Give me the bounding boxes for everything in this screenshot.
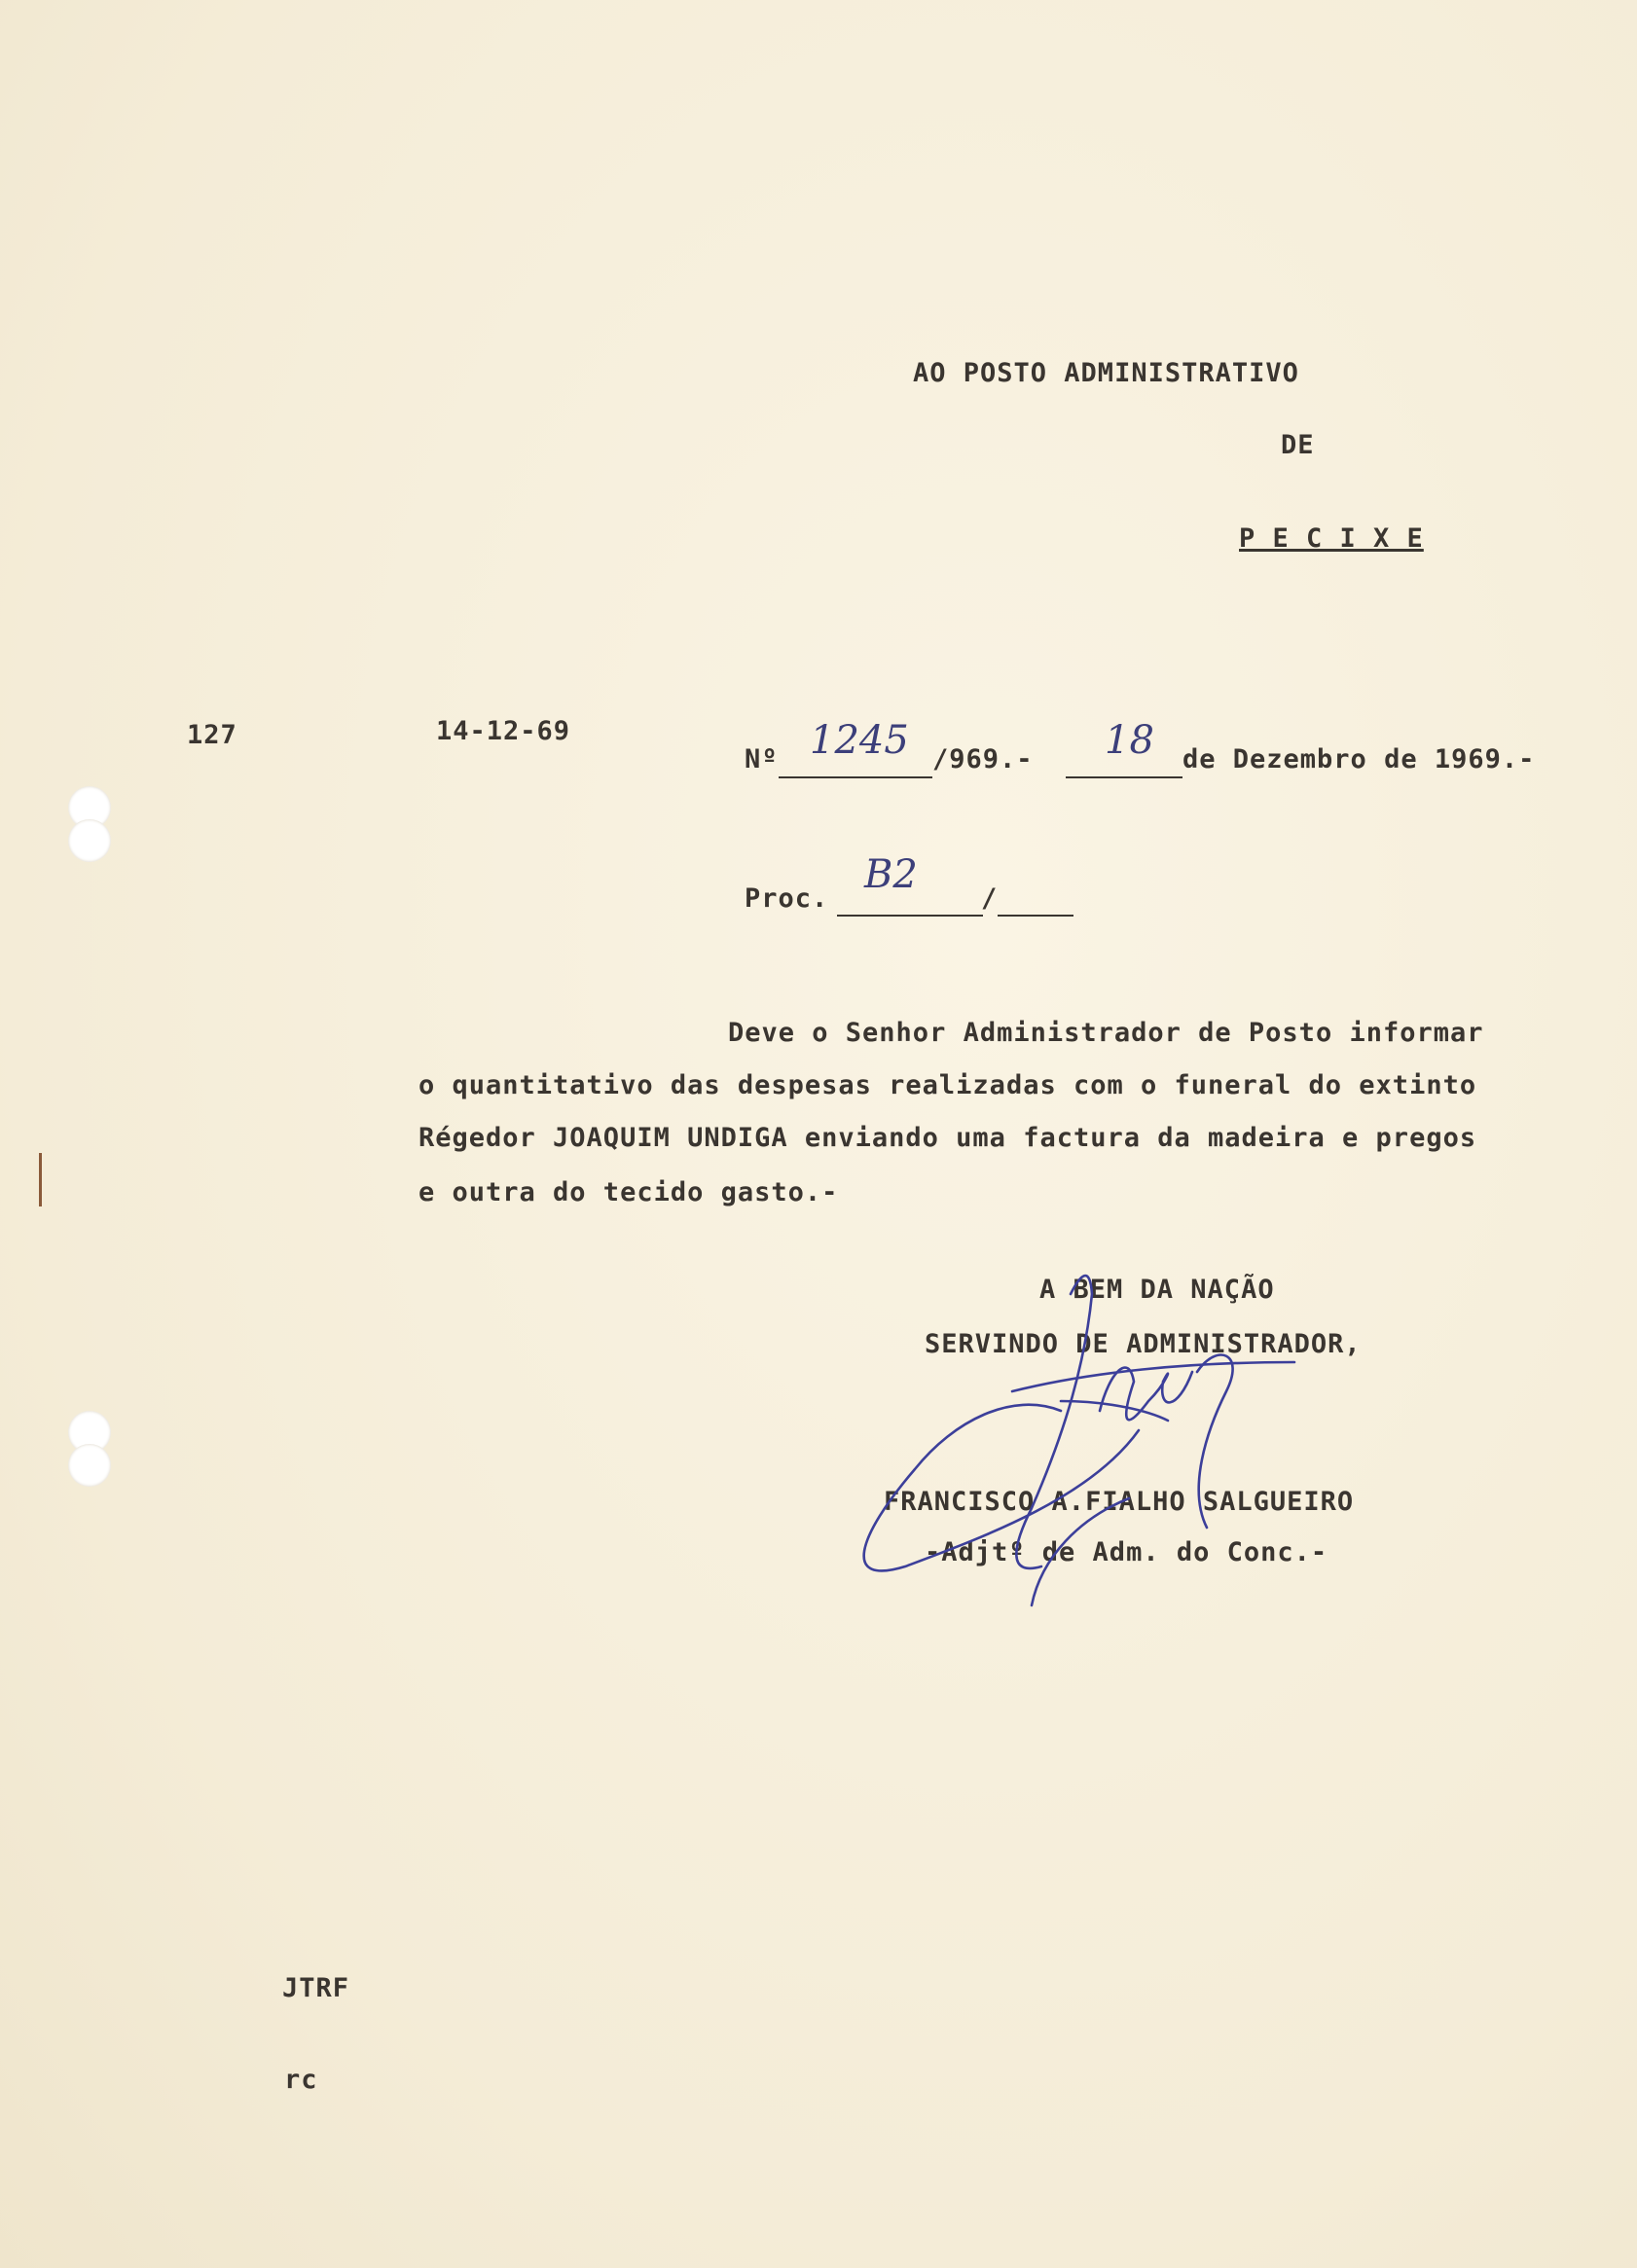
body-line-4: e outra do tecido gasto.-: [418, 1177, 839, 1207]
addressee-line-2: DE: [1281, 430, 1315, 460]
day-handwritten: 18: [1105, 718, 1154, 763]
number-label: Nº: [745, 744, 779, 774]
proc-underline-1: [837, 915, 983, 917]
body-line-1: Deve o Senhor Administrador de Posto informar: [728, 1018, 1484, 1048]
punch-hole: [68, 819, 111, 862]
punch-hole: [68, 1444, 111, 1487]
signatory-name: FRANCISCO A.FIALHO SALGUEIRO: [884, 1487, 1355, 1517]
number-handwritten: 1245: [810, 718, 909, 763]
day-underline: [1066, 776, 1182, 778]
signature: [837, 1255, 1382, 1625]
margin-date: 14-12-69: [436, 716, 571, 746]
proc-underline-2: [998, 915, 1073, 917]
margin-number: 127: [187, 720, 237, 750]
closing-line-2: SERVINDO DE ADMINISTRADOR,: [925, 1329, 1362, 1359]
date-suffix: de Dezembro de 1969.-: [1182, 744, 1536, 774]
proc-separator: /: [981, 883, 999, 914]
addressee-line-1: AO POSTO ADMINISTRATIVO: [913, 358, 1299, 388]
body-line-3: Régedor JOAQUIM UNDIGA enviando uma factura da madeira e pregos: [418, 1123, 1477, 1153]
proc-handwritten: B2: [864, 852, 918, 897]
body-line-2: o quantitativo das despesas realizadas com o funeral do extinto: [418, 1070, 1477, 1100]
number-suffix: /969.-: [932, 744, 1034, 774]
number-underline: [779, 776, 932, 778]
initials-line-2: rc: [284, 2065, 318, 2095]
initials-line-1: JTRF: [282, 1973, 350, 2003]
addressee-line-3: P E C I X E: [1239, 523, 1424, 554]
proc-label: Proc.: [745, 883, 829, 914]
signatory-title: -Adjtº de Adm. do Conc.-: [925, 1537, 1328, 1567]
closing-line-1: A BEM DA NAÇÃO: [1039, 1275, 1275, 1305]
margin-mark: [39, 1153, 42, 1206]
